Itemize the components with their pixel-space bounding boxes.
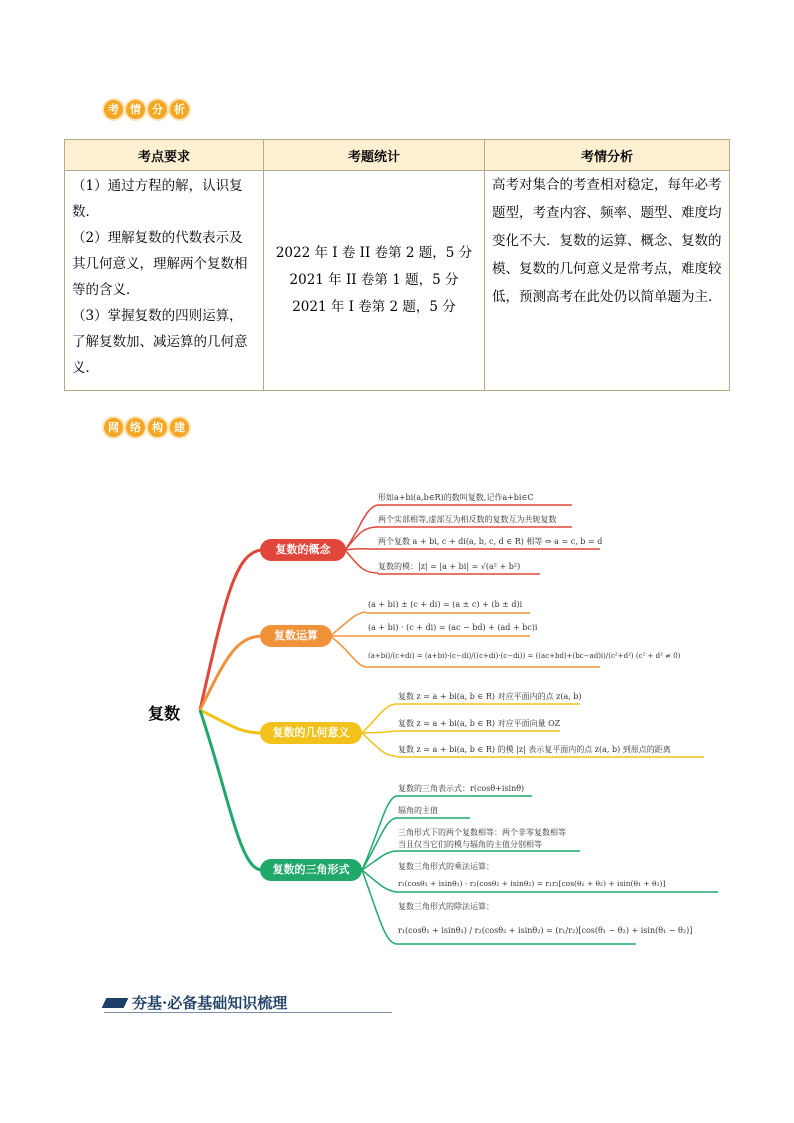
- leaf-text: (a + bi) · (c + di) = (ac − bd) + (ad + bc)i: [368, 623, 538, 632]
- badge-char: 络: [126, 418, 145, 437]
- statistics-item: 2021 年 I 卷第 2 题，5 分: [292, 299, 456, 315]
- leaf-text: r₁(cosθ₁ + isinθ₁) · r₂(cosθ₂ + isinθ₂) = r₁r₂[cos(θ₁ + θ₂) + isin(θ₁ + θ₂)]: [398, 879, 666, 888]
- leaf-text: 两个复数 a + bi, c + di(a, b, c, d ∈ R) 相等 ⇔ a = c, b = d: [378, 537, 603, 546]
- branch-trig-form: 复数的三角形式: [260, 859, 362, 881]
- leaf-text: 辐角的主值: [398, 806, 438, 815]
- leaf-text: 复数 z = a + bi(a, b ∈ R) 对应平面内的点 z(a, b): [398, 692, 582, 701]
- heading-accent-bar: [102, 998, 129, 1008]
- leaf-text: 复数的三角表示式：r(cosθ+isinθ): [398, 784, 525, 793]
- leaf-text: r₁(cosθ₁ + isinθ₁) / r₂(cosθ₂ + isinθ₂) = (r₁/r₂)[cos(θ₁ − θ₂) + isin(θ₁ − θ₂)]: [398, 926, 693, 935]
- statistics-item: 2022 年 I 卷 II 卷第 2 题，5 分: [275, 245, 473, 261]
- badge-char: 构: [148, 418, 167, 437]
- badge-char: 网: [104, 418, 123, 437]
- table-header: 考题统计: [264, 140, 485, 171]
- leaf-text: 复数三角形式的除法运算：: [398, 902, 494, 911]
- section-heading: [104, 992, 392, 1014]
- leaf-text: 当且仅当它们的模与辐角的主值分别相等: [398, 840, 542, 849]
- table-header: 考情分析: [485, 140, 730, 171]
- leaf-text: 复数的模：|z| = |a + bi| = √(a² + b²): [378, 562, 521, 571]
- analysis-cell: 高考对集合的考查相对稳定，每年必考题型，考查内容、频率、题型、难度均变化不大．复数的运算、概念、复数的模、复数的几何意义是常考点，难度较低，预测高考在此处仍以简单题为主．: [485, 171, 730, 391]
- branch-concept: 复数的概念: [260, 539, 346, 561]
- leaf-text: (a+bi)/(c+di) = (a+bi)·(c−di)/((c+di)·(c−di)) = ((ac+bd)+(bc−ad)i)/(c²+d²) (c² + d² ≠ 0): [368, 652, 681, 660]
- statistics-item: 2021 年 II 卷第 1 题，5 分: [289, 272, 459, 288]
- mindmap-root: 复数: [148, 704, 181, 723]
- badge-char: 建: [170, 418, 189, 437]
- leaf-text: 复数 z = a + bi(a, b ∈ R) 对应平面向量 OZ: [398, 719, 561, 728]
- leaf-text: 复数三角形式的乘法运算：: [398, 862, 494, 871]
- branch-operations: 复数运算: [260, 625, 332, 647]
- leaf-text: 复数 z = a + bi(a, b ∈ R) 的模 |z| 表示复平面内的点 z(a, b) 到原点的距离: [398, 745, 671, 754]
- leaf-text: 两个实部相等,虚部互为相反数的复数互为共轭复数: [378, 515, 557, 524]
- requirement-item: （1）通过方程的解，认识复数．: [72, 178, 243, 220]
- badge-char: 情: [126, 100, 145, 119]
- branch-geometric-meaning: 复数的几何意义: [260, 722, 362, 744]
- heading-underline: [104, 1012, 392, 1013]
- requirement-item: （3）掌握复数的四则运算，了解复数加、减运算的几何意义．: [72, 308, 248, 376]
- badge-char: 析: [170, 100, 189, 119]
- table-header: 考点要求: [65, 140, 264, 171]
- badge-char: 分: [148, 100, 167, 119]
- heading-title: 夯基·必备基础知识梳理: [132, 994, 288, 1012]
- badge-char: 考: [104, 100, 123, 119]
- leaf-text: 形如a+bi(a,b∈R)的数叫复数,记作a+bi∈C: [378, 493, 534, 502]
- requirement-item: （2）理解复数的代数表示及其几何意义，理解两个复数相等的含义．: [72, 230, 248, 298]
- leaf-text: 三角形式下的两个复数相等：两个非零复数相等: [398, 828, 566, 837]
- leaf-text: (a + bi) ± (c + di) = (a ± c) + (b ± d)i: [368, 600, 523, 609]
